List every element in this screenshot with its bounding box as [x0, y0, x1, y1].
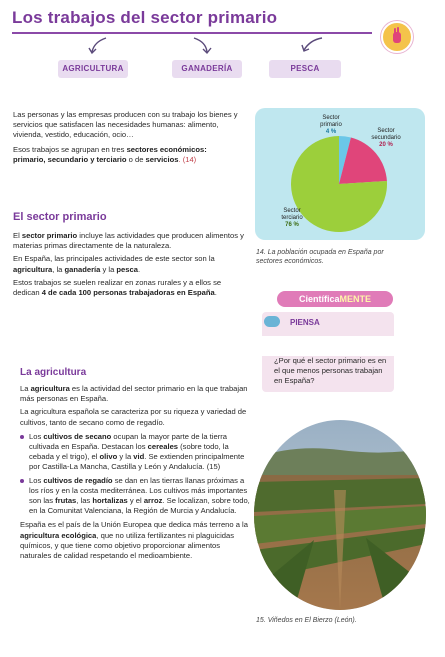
- agricultura-text: [20, 384, 252, 561]
- page-title: Los trabajos del sector primario: [12, 8, 278, 27]
- section-heading: La agricultura: [20, 367, 87, 378]
- pill-agricultura: AGRICULTURA: [58, 60, 128, 78]
- intro-paragraph: Las personas y las empresas producen con su trabajo los bienes y servicios que satisfacen las necesidades humanas: alimento, vivienda, vestido, educación, ocio…: [13, 110, 238, 140]
- arrow-down-icon: [190, 36, 214, 56]
- intro-text: [13, 110, 241, 165]
- pie-chart: [255, 108, 425, 240]
- pie-label: Sector secundario 20 %: [371, 128, 401, 148]
- sector-paragraph: En España, las principales actividades de este sector son la agricultura, la ganadería y la pesca.: [13, 254, 215, 274]
- pie-chart-panel: [255, 108, 425, 240]
- sector-paragraph: Estos trabajos se suelen realizar en zonas rurales y a ellos se dedican 4 de cada 100 personas trabajadoras en España.: [13, 277, 222, 298]
- vineyard-photo: [254, 420, 426, 610]
- agri-paragraph: La agricultura española se caracteriza por su riqueza y variedad de cultivos, tanto de secano como de regadío.: [20, 407, 247, 427]
- sector-paragraph: El sector primario incluye las actividades que producen alimentos y materias primas directamente de la naturaleza.: [13, 231, 244, 251]
- crop-list: [20, 432, 252, 517]
- question-text: ¿Por qué el sector primario es en el que menos personas trabajan en España?: [274, 356, 387, 385]
- list-item: Los cultivos de secano ocupan la mayor parte de la tierra cultivada en España. Destacan los cereales (sobre todo, la cebada y el trigo), el olivo y la vid. Se extienden principalmente por Castilla-La Mancha, Castilla y León y Andalucía. (15): [20, 432, 252, 473]
- sector-text: [13, 231, 245, 298]
- agri-paragraph: La agricultura es la actividad del sector primario en la que trabajan más personas en España.: [20, 384, 248, 404]
- list-item: Los cultivos de regadío se dan en las tierras llanas próximas a los ríos y en la costa mediterránea. Los cultivos más importantes son las frutas, las hortalizas y el arroz. Se localizan, sobre todo, en la Comunitat Valenciana, la Región de Murcia y Andalucía.: [20, 476, 252, 517]
- pill-ganaderia: GANADERÍA: [172, 60, 242, 78]
- intro-paragraph: Esos trabajos se agrupan en tres sectores económicos: primario, secundario y terciario o de servicios. (14): [13, 144, 207, 164]
- pie-label: Sector terciario 76 %: [281, 208, 303, 228]
- title-underline: [12, 32, 372, 34]
- section-heading: El sector primario: [13, 211, 107, 223]
- arrow-down-icon: [86, 36, 110, 56]
- pie-label: Sector primario 4 %: [320, 115, 342, 135]
- pill-pesca: PESCA: [269, 60, 341, 78]
- photo-caption: 15. Viñedos en El Bierzo (León).: [256, 617, 357, 624]
- agri-paragraph: España es el país de la Unión Europea que dedica más terreno a la agricultura ecológica, que no utiliza fertilizantes ni plaguicidas químicos, y que tiene como objetivo proporcionar alimentos naturales de calidad respetando el medioambiente.: [20, 520, 248, 561]
- page-gap: [0, 336, 445, 356]
- piensa-label: PIENSA: [290, 318, 320, 327]
- hand-badge-icon: [381, 21, 413, 53]
- cientifica-title: CientíficaMENTE: [277, 291, 393, 307]
- arrow-down-icon: [300, 36, 324, 56]
- chart-caption: 14. La población ocupada en España por sectores económicos.: [256, 249, 384, 265]
- cloud-icon: [264, 316, 280, 327]
